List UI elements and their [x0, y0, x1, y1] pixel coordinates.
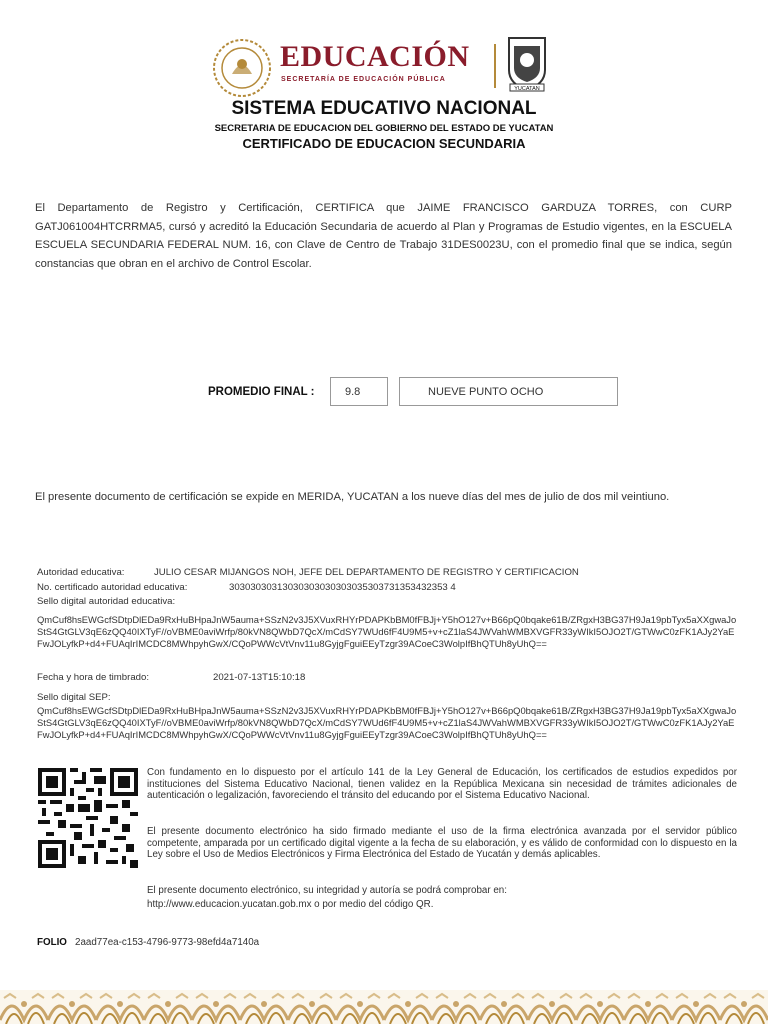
certificate-title: CERTIFICADO DE EDUCACION SECUNDARIA: [242, 136, 526, 151]
logo-divider: [494, 44, 496, 88]
qr-code: [38, 768, 138, 868]
education-logo-subtitle: SECRETARÍA DE EDUCACIÓN PÚBLICA: [281, 76, 446, 83]
yucatan-shield-label: YUCATAN: [514, 86, 540, 92]
education-logo-word: EDUCACIÓN: [280, 40, 470, 73]
sep-seal-value: QmCuf8hsEWGcfSDtpDlEDa9RxHuBHpaJnW5auma+SSzN2v3J5XVuxRHYrPDAPKbBM0fFBJj+Y5hO127v+B66pQ0bqake61B/ZRgxH3BG37H9Ja19pbTyx5aXXgwaJoStS4GtGLV3qE6zQQ40IXTyF//oVBME0aviWrfp/80kVN8QWbD7QcX/mCdSY7WUd6fF4U9M5+v+cZ1laS4JWVahWMBXVGFR33yWIkI5OJO2T/GTWwC0zFK1AJy2YaEFwJOLyfkP+d4+FUAqIrIMCDC8MWhpyhGwX/CQoPWWcVtVnv11u8GyjgFguiEEyTzgr39ACoeC3WolpIfBhQTUh8yUhQ==: [37, 705, 737, 740]
sep-seal-label: Sello digital SEP:: [37, 692, 111, 703]
seal-label: Sello digital autoridad educativa:: [37, 596, 176, 607]
timestamp-label: Fecha y hora de timbrado:: [37, 672, 149, 683]
verification-link[interactable]: http://www.educacion.yucatan.gob.mx o por medio del código QR.: [147, 899, 434, 910]
authority-label: Autoridad educativa:: [37, 567, 125, 578]
mexico-seal-logo: [212, 38, 272, 98]
folio-label: FOLIO: [37, 937, 67, 948]
legal-paragraph-1: Con fundamento en lo dispuesto por el artículo 141 de la Ley General de Educación, los certificados de estudios expedidos por instituciones del Sistema Educativo Nacional, tienen validez en la República Mexicana sin necesidad de trámites adicionales de autenticación o legalización, favoreciendo el tránsito del educando por el Sistema Educativo Nacional.: [147, 767, 737, 801]
decorative-footer-border: [0, 990, 768, 1024]
cert-no-label: No. certificado autoridad educativa:: [37, 582, 188, 593]
certification-text: El Departamento de Registro y Certificación, CERTIFICA que JAIME FRANCISCO GARDUZA TORRES, con CURP GATJ061004HTCRRMA5, cursó y acreditó la Educación Secundaria de acuerdo al Plan y Programas de Estudio vigentes, en la ESCUELA ESCUELA SECUNDARIA FEDERAL NUM. 16, con Clave de Centro de Trabajo 31DES0023U, con el promedio final que se indica, según constancias que obran en el archivo de Control Escolar.: [35, 202, 732, 270]
legal-paragraph-3a: El presente documento electrónico, su integridad y autoría se podrá comprobar en:: [147, 885, 507, 896]
authority-value: JULIO CESAR MIJANGOS NOH, JEFE DEL DEPARTAMENTO DE REGISTRO Y CERTIFICACION: [154, 567, 579, 578]
issue-text: El presente documento de certificación se expide en MERIDA, YUCATAN a los nueve días del mes de julio de dos mil veintiuno.: [35, 491, 670, 503]
page-title: SISTEMA EDUCATIVO NACIONAL: [231, 98, 537, 119]
folio-value: 2aad77ea-c153-4796-9773-98efd4a7140a: [75, 937, 260, 948]
timestamp-value: 2021-07-13T15:10:18: [213, 672, 306, 683]
yucatan-shield-logo: [506, 34, 548, 92]
promedio-value: 9.8: [330, 377, 388, 406]
promedio-label: PROMEDIO FINAL :: [208, 386, 315, 398]
cert-no-value: 30303030313030303030303035303731353432353 4: [229, 582, 456, 593]
legal-paragraph-2: El presente documento electrónico ha sido firmado mediante el uso de la firma electrónica avanzada por el servidor público competente, amparada por un certificado digital vigente a la fecha de su elaboración, y es válido de conformidad con lo dispuesto en la Ley sobre el Uso de Medios Electrónicos y Firma Electrónica del Estado de Yucatán y demás aplicables.: [147, 826, 737, 860]
page-subtitle: SECRETARIA DE EDUCACION DEL GOBIERNO DEL ESTADO DE YUCATAN: [214, 123, 554, 134]
seal-value: QmCuf8hsEWGcfSDtpDlEDa9RxHuBHpaJnW5auma+SSzN2v3J5XVuxRHYrPDAPKbBM0fFBJj+Y5hO127v+B66pQ0bqake61B/ZRgxH3BG37H9Ja19pbTyx5aXXgwaJoStS4GtGLV3qE6zQQ40IXTyF//oVBME0aviWrfp/80kVN8QWbD7QcX/mCdSY7WUd6fF4U9M5+v+cZ1laS4JWVahWMBXVGFR33yWIkI5OJO2T/GTWwC0zFK1AJy2YaEFwJOLyfkP+d4+FUAqIrIMCDC8MWhpyhGwX/CQoPWWcVtVnv11u8GyjgFguiEEyTzgr39ACoeC3WolpIfBhQTUh8yUhQ==: [37, 614, 737, 649]
promedio-text: NUEVE PUNTO OCHO: [399, 377, 618, 406]
